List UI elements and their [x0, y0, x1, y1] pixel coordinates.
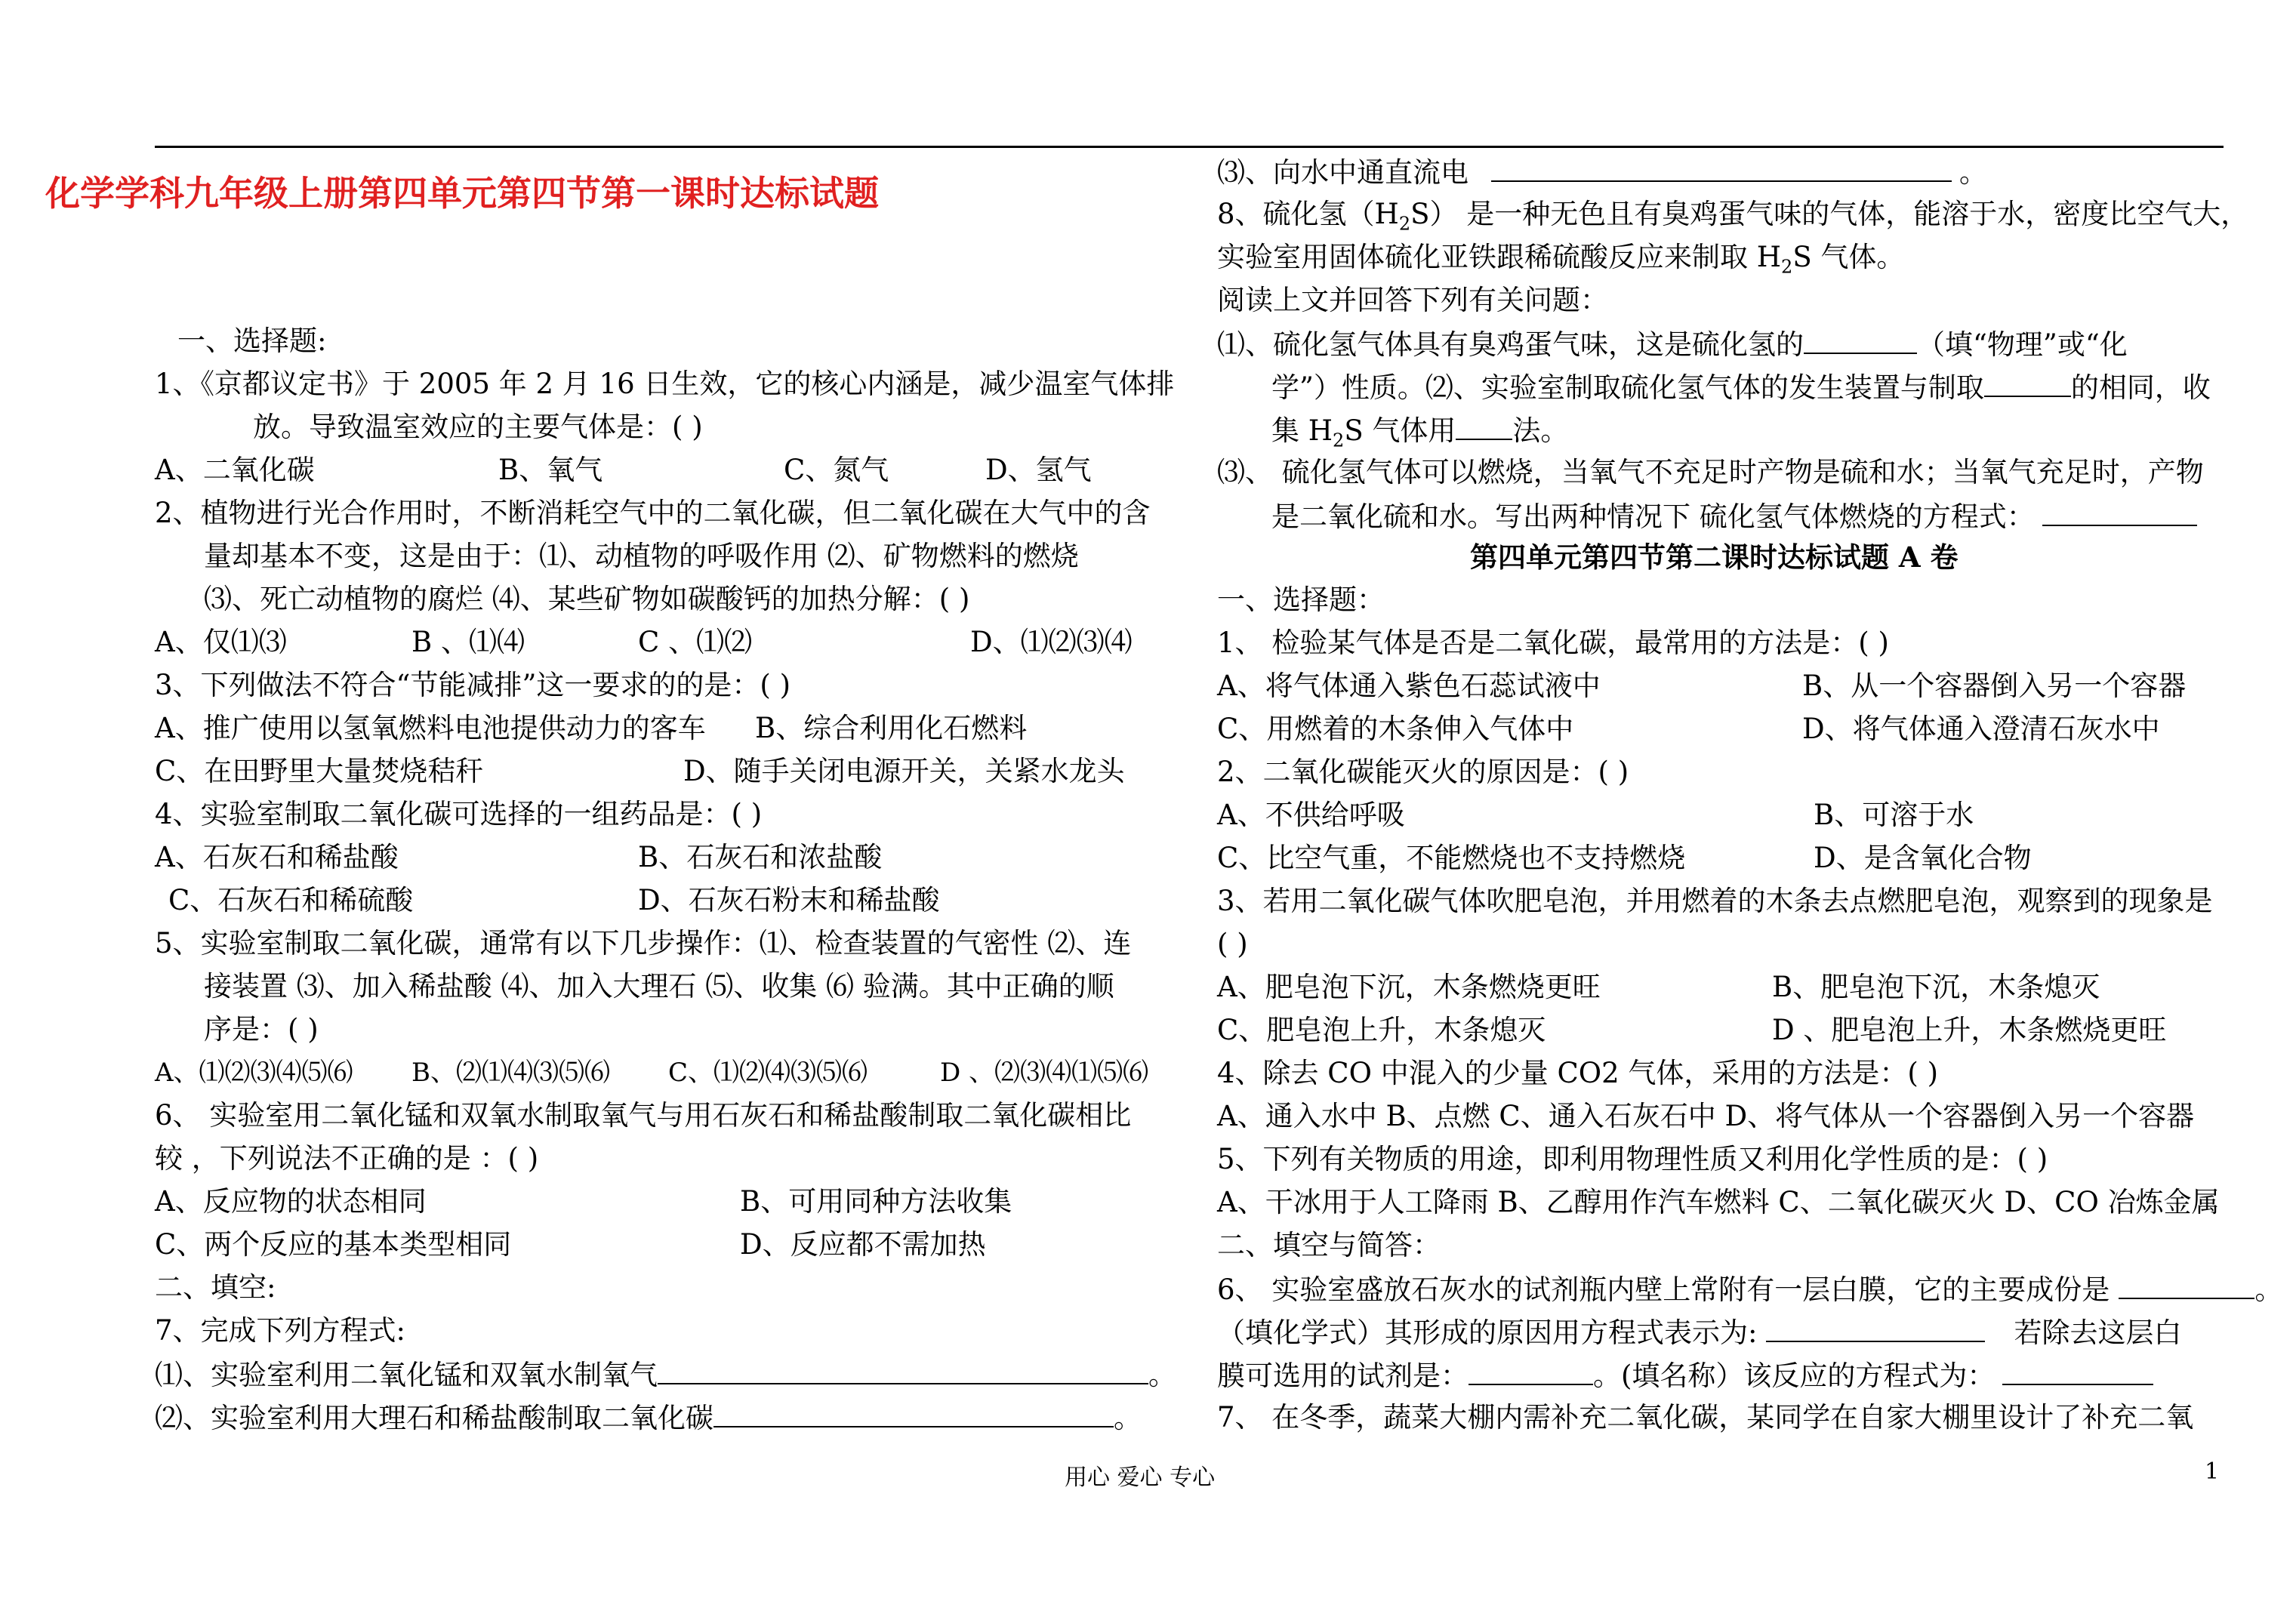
answer-blank: [1984, 370, 2071, 397]
option: D、氢气: [985, 454, 1092, 486]
option: A、反应物的状态相同: [155, 1185, 427, 1218]
question-text: 2、二氧化碳能灭火的原因是：( ): [1217, 756, 1629, 788]
answer-blank: [1766, 1315, 1985, 1342]
page-title: 化学学科九年级上册第四单元第四节第一课时达标试题: [45, 173, 879, 214]
question-text: 6、 实验室用二氧化锰和双氧水制取氧气与用石灰石和稀盐酸制取二氧化碳相比: [155, 1099, 1132, 1132]
answer-blank: [713, 1400, 1114, 1427]
option: B、氧气: [498, 454, 603, 486]
option: D 、肥皂泡上升，木条燃烧更旺: [1772, 1014, 2167, 1046]
option: D、将气体通入澄清石灰水中: [1802, 713, 2160, 745]
question-text: 7、完成下列方程式:: [155, 1314, 406, 1347]
punctuation: 。: [1148, 1359, 1176, 1391]
question-text: 序是：( ): [204, 1013, 319, 1046]
option: D、⑴⑵⑶⑷: [970, 626, 1133, 658]
option: A、仅⑴⑶: [155, 626, 287, 658]
option: A、推广使用以氢氧燃料电池提供动力的客车: [155, 712, 706, 744]
option: B 、⑴⑷: [411, 626, 525, 658]
question-text: ( ): [1217, 928, 1248, 960]
option: D、随手关闭电源开关，关紧水龙头: [683, 755, 1125, 787]
option: C、⑴⑵⑷⑶⑸⑹: [668, 1058, 868, 1088]
fill-line: [155, 1357, 1176, 1394]
question-text: 接装置 ⑶、加入稀盐酸 ⑷、加入大理石 ⑸、收集 ⑹ 验满。其中正确的顺: [204, 970, 1114, 1002]
answer-blank: [658, 1357, 1148, 1384]
section-heading: 一、选择题：: [1217, 584, 1385, 616]
option: B、⑵⑴⑷⑶⑸⑹: [411, 1058, 610, 1088]
punctuation: 。: [1959, 156, 1987, 189]
punctuation: 。: [1114, 1402, 1142, 1434]
option: C、在田野里大量焚烧秸秆: [155, 755, 484, 787]
option: B、可溶于水: [1814, 799, 1974, 831]
question-text: ⑵、实验室利用大理石和稀盐酸制取二氧化碳: [155, 1402, 713, 1434]
option: C、两个反应的基本类型相同: [155, 1228, 512, 1261]
question-text: 3、若用二氧化碳气体吹肥皂泡，并用燃着的木条去点燃肥皂泡，观察到的现象是: [1217, 885, 2213, 917]
option: B、从一个容器倒入另一个容器: [1802, 670, 2187, 702]
fill-line: 膜可选用的试剂是： 。(填名称）该反应的方程式为：: [1217, 1358, 2153, 1394]
answer-blank: [1469, 1358, 1593, 1385]
question-text: 3、下列做法不符合“节能减排”这一要求的的是：( ): [155, 669, 791, 701]
question-text: 量却基本不变，这是由于：⑴、动植物的呼吸作用 ⑵、矿物燃料的燃烧: [204, 540, 1079, 572]
fill-line: 6、 实验室盛放石灰水的试剂瓶内壁上常附有一层白膜，它的主要成份是 。: [1217, 1273, 2283, 1306]
option: D、石灰石粉末和稀盐酸: [638, 884, 940, 916]
option: D 、⑵⑶⑷⑴⑸⑹: [940, 1058, 1149, 1088]
option: A、石灰石和稀盐酸: [155, 841, 399, 873]
option: B、石灰石和浓盐酸: [638, 841, 883, 873]
section-heading: 二、填空:: [155, 1271, 276, 1304]
option-row: A、干冰用于人工降雨 B、乙醇用作汽车燃料 C、二氧化碳灭火 D、CO 冶炼金属: [1217, 1186, 2220, 1218]
question-text: 1、 检验某气体是否是二氧化碳，最常用的方法是：( ): [1217, 627, 1889, 659]
option: A、将气体通入紫色石蕊试液中: [1217, 670, 1601, 702]
fill-line: [155, 1400, 1142, 1437]
question-text: ⑴、实验室利用二氧化锰和双氧水制氧气: [155, 1359, 658, 1391]
option: C、氮气: [784, 454, 889, 486]
answer-blank: [1804, 327, 1917, 354]
question-text: 放。导致温室效应的主要气体是：( ): [253, 411, 703, 443]
header-rule: [155, 146, 2224, 148]
question-text: 阅读上文并回答下列有关问题：: [1217, 284, 1608, 316]
question-text: 8、硫化氢$(H_2S)$ 是一种无色且有臭鸡蛋气味的气体，能溶于水，密度比空气大，: [1217, 198, 2249, 235]
question-text: 7、 在冬季，蔬菜大棚内需补充二氧化碳，某同学在自家大棚里设计了补充二氧: [1217, 1401, 2194, 1434]
question-text: ⑶、死亡动植物的腐烂 ⑷、某些矿物如碳酸钙的加热分解：( ): [204, 583, 970, 615]
question-text: 4、除去 CO 中混入的少量 CO2 气体，采用的方法是：( ): [1217, 1057, 1939, 1089]
question-text: 2、植物进行光合作用时，不断消耗空气中的二氧化碳，但二氧化碳在大气中的含: [155, 497, 1151, 529]
fill-line: 集 $H_2S$ 气体用 法。: [1271, 414, 1569, 451]
punctuation: 。: [2254, 1273, 2283, 1306]
answer-blank: [1456, 413, 1512, 440]
question-text: 5、实验室制取二氧化碳，通常有以下几步操作：⑴、检查装置的气密性 ⑵、连: [155, 927, 1132, 959]
page-footer: 用心 爱心 专心: [1065, 1464, 1216, 1491]
option: A、⑴⑵⑶⑷⑸⑹: [155, 1058, 353, 1088]
question-text: 实验室用固体硫化亚铁跟稀硫酸反应来制取 $H_2S$ 气体。: [1217, 241, 1905, 278]
option: A、不供给呼吸: [1217, 799, 1405, 831]
option: B、综合利用化石燃料: [755, 712, 1028, 744]
option: D、反应都不需加热: [740, 1228, 986, 1261]
question-text: ⑶、向水中通直流电: [1217, 156, 1469, 189]
option: A、肥皂泡下沉，木条燃烧更旺: [1217, 971, 1601, 1003]
option: C、用燃着的木条伸入气体中: [1217, 713, 1574, 745]
option: D、是含氧化合物: [1814, 842, 2032, 874]
option: C 、⑴⑵: [638, 626, 753, 658]
section-heading: 二、填空与简答：: [1217, 1229, 1441, 1261]
fill-line: （填化学式）其形成的原因用方程式表示为: 若除去这层白: [1217, 1317, 2182, 1349]
page-number: 1: [2205, 1458, 2220, 1485]
question-text: 4、实验室制取二氧化碳可选择的一组药品是：( ): [155, 798, 763, 830]
option: A、二氧化碳: [155, 454, 315, 486]
fill-line: 学”）性质。⑵、实验室制取硫化氢气体的发生装置与制取 的相同，收: [1271, 371, 2211, 404]
fill-line: 是二氧化硫和水。写出两种情况下 硫化氢气体燃烧的方程式：: [1271, 499, 2197, 535]
section-heading: 一、选择题:: [177, 325, 327, 357]
answer-blank: [2042, 499, 2197, 526]
answer-blank: [2119, 1272, 2254, 1299]
option: C、石灰石和稀硫酸: [168, 884, 414, 916]
option: C、比空气重，不能燃烧也不支持燃烧: [1217, 842, 1686, 874]
option: B、可用同种方法收集: [740, 1185, 1012, 1218]
answer-blank: [1491, 155, 1952, 182]
fill-line: [1217, 155, 1987, 191]
question-text: ⑶、 硫化氢气体可以燃烧，当氧气不充足时产物是硫和水；当氧气充足时，产物: [1217, 456, 2204, 488]
question-text: 1、《京都议定书》于 2005 年 2 月 16 日生效，它的核心内涵是，减少温室气体排: [155, 368, 1175, 400]
question-text: 较 ，下列说法不正确的是 ：( ): [155, 1142, 539, 1175]
fill-line: ⑴、硫化氢气体具有臭鸡蛋气味，这是硫化氢的 （填“物理”或“化: [1217, 328, 2128, 361]
section-subtitle: 第四单元第四节第二课时达标试题 A 卷: [1470, 540, 1959, 574]
option-row: A、通入水中 B、点燃 C、通入石灰石中 D、将气体从一个容器倒入另一个容器: [1217, 1100, 2195, 1132]
answer-blank: [2002, 1358, 2153, 1385]
option: B、肥皂泡下沉，木条熄灭: [1772, 971, 2100, 1003]
option: C、肥皂泡上升，木条熄灭: [1217, 1014, 1546, 1046]
question-text: 5、下列有关物质的用途，即利用物理性质又利用化学性质的是：( ): [1217, 1143, 2048, 1175]
